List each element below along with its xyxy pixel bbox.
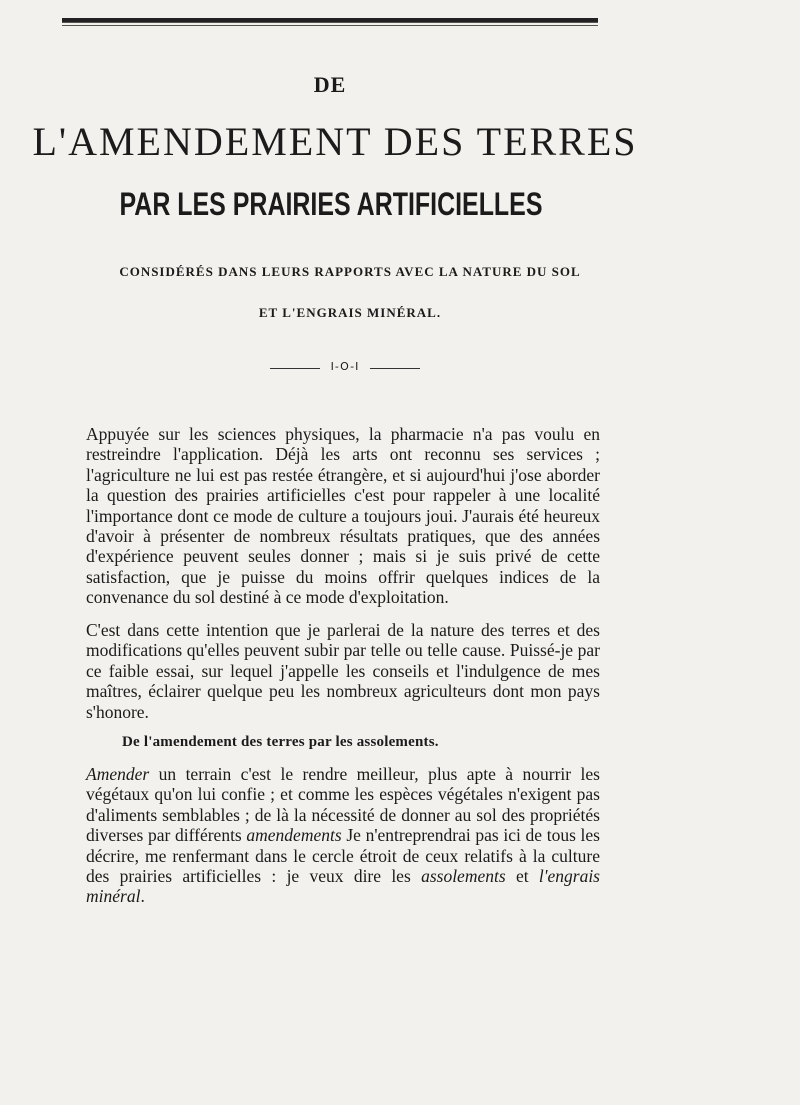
paragraph-3-text4: . xyxy=(140,886,145,907)
paragraph-3 xyxy=(86,764,600,907)
paragraph-3-italic-amendements: amendements xyxy=(246,825,342,846)
subtitle-considered-line1: CONSIDÉRÉS DANS LEURS RAPPORTS AVEC LA NATURE DU SOL xyxy=(119,264,581,279)
title-sub: PAR LES PRAIRIES ARTIFICIELLES xyxy=(119,186,543,222)
paragraph-3-italic-engrais: l'engrais minéral xyxy=(86,866,600,907)
title-de: DE xyxy=(313,72,347,97)
paragraph-1-text: Appuyée sur les sciences physiques, la pharmacie n'a pas voulu en restreindre l'application. Déjà les arts ont reconnu ses services ; l'agriculture ne lui est pas restée étrangère, et si aujourd'hui j'ose aborder la question des prairies artificielles c'est pour rappeler à une localité l'importance dont ce mode de culture a toujours joui. J'aurais été heureux d'avoir à présenter de nombreux résultats pratiques, que des années d'expérience peuvent seules donner ; mais si je suis privé de cette satisfaction, que je puisse du moins offrir quelques indices de la convenance du sol destiné à ce mode d'exploitation. xyxy=(86,424,600,608)
title-main: L'AMENDEMENT DES TERRES xyxy=(32,119,638,164)
ornament-divider: I-O-I xyxy=(270,360,420,373)
paragraph-1 xyxy=(86,424,600,608)
paragraph-3-text xyxy=(86,764,600,907)
paragraph-3-lead-italic: Amender xyxy=(86,764,150,784)
section-heading: De l'amendement des terres par les assolements. xyxy=(122,734,439,750)
top-rule xyxy=(62,18,598,23)
paragraph-3-text2: Je n'entreprendrai pas ici de tous les décrire, me renfermant dans le cercle étroit de ceux relatifs à la culture des prairies artificielles : je veux dire les xyxy=(86,825,600,887)
paragraph-2-text: C'est dans cette intention que je parlerai de la nature des terres et des modifications qu'elles peuvent subir par telle ou telle cause. Puissé-je par ce faible essai, sur lequel j'appelle les conseils et l'indulgence de mes maîtres, éclairer quelque peu les nombreux agriculteurs dont mon pays s'honore. xyxy=(86,620,600,722)
paragraph-2 xyxy=(86,620,600,722)
subtitle-considered-line2: ET L'ENGRAIS MINÉRAL. xyxy=(258,305,442,320)
paragraph-3-text3: et xyxy=(505,866,539,887)
paragraph-3-text1: un terrain c'est le rendre meilleur, plus apte à nourrir les végétaux qu'on lui confie ; et comme les espèces végétales n'exigent pas d'aliments semblables ; de là la nécessité de donner au sol des propriétés diverses par différents xyxy=(86,764,600,846)
paragraph-3-italic-assolements: assolements xyxy=(421,866,506,887)
